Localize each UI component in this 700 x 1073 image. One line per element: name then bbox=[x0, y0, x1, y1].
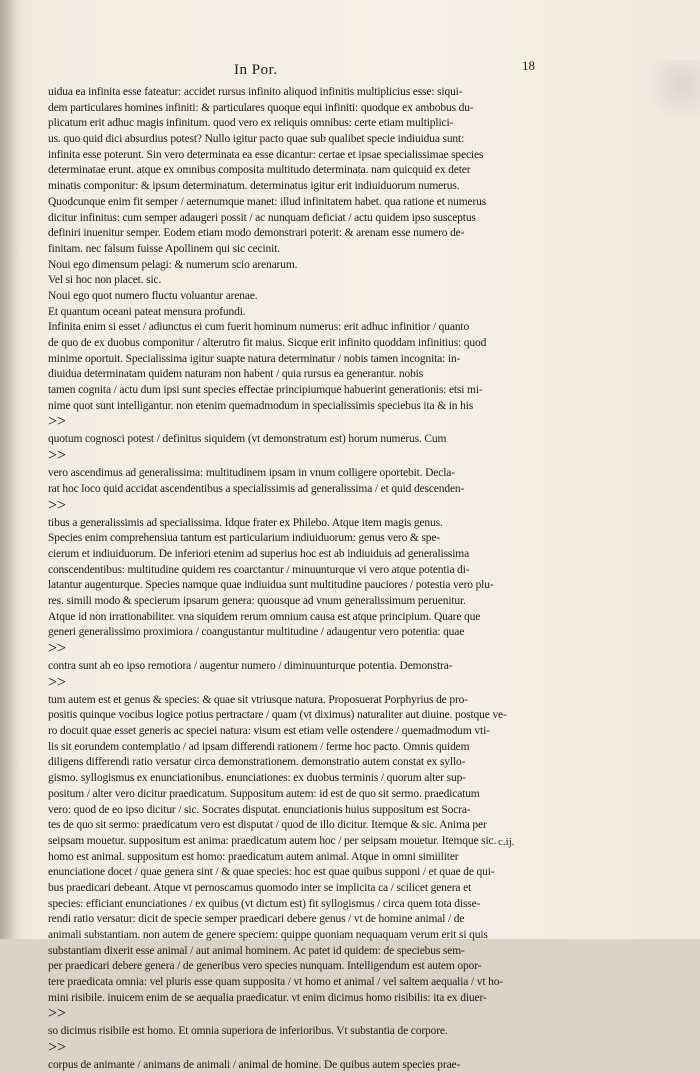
text-line bbox=[48, 958, 544, 974]
line-text: vero: quod de eo ipso dicitur / sic. Socrates disputat. enunciationis huius suppositum est Socra- bbox=[48, 802, 471, 816]
line-text: plicatum erit adhuc magis infinitum. quod vero ex reliquis omnibus: certe etiam multiplici- bbox=[48, 116, 454, 130]
line-text: per praedicari debere genera / de generibus vero species nunquam. Intelligendum est autem opor- bbox=[48, 959, 482, 973]
line-text: conscendentibus: multitudine quidem res coarctantur / minuunturque vi vero atque potentia di- bbox=[48, 562, 470, 576]
line-text: us. quo quid dici absurdius potest? Nullo igitur pacto quae sub qualibet specie indiuidua sunt: bbox=[48, 132, 465, 146]
text-line bbox=[48, 770, 544, 786]
line-text: tum autem est et genus & species: & quae sit vtriusque natura. Proposuerat Porphyrius de pro- bbox=[48, 692, 468, 706]
text-line bbox=[48, 562, 544, 578]
text-line bbox=[48, 927, 544, 943]
text-line bbox=[48, 272, 544, 288]
marginal-marker: >> bbox=[48, 640, 67, 657]
line-text: uidua ea infinita esse fateatur: accidet rursus infinito aliquod infinitis multiplicius esse: siqui- bbox=[48, 85, 463, 98]
line-text: tamen cognita / actu dum ipsi sunt species effectae principiumque habuerint generationis: etsi mi- bbox=[48, 383, 483, 397]
marginal-marker: >> bbox=[48, 1005, 67, 1023]
text-line bbox=[48, 147, 544, 163]
line-text: lis sit eorundem contemplatio / ad ipsam differendi rationem / ferme hoc pacto. Omnis quidem bbox=[48, 739, 470, 753]
text-line bbox=[48, 880, 544, 896]
line-text: cierum et indiuiduorum. De inferiori etenim ad superius hoc est ab indiuiduis ad generalissima bbox=[48, 546, 470, 560]
line-text: quotum cognosci potest / definitus siquidem (vt demonstratum est) horum numerus. Cum bbox=[48, 432, 447, 446]
text-line bbox=[48, 335, 544, 351]
line-text: Species enim comprehensiua tantum est particularium indiuiduorum: genus vero & spe- bbox=[48, 531, 441, 545]
text-line bbox=[48, 624, 544, 640]
line-text: diuidua determinatam quidem naturam non habent / quia rursus ea generantur. nobis bbox=[48, 367, 424, 381]
text-line bbox=[48, 131, 544, 147]
line-text: Noui ego dimensum pelagi: & numerum scio arenarum. bbox=[48, 257, 298, 271]
text-line bbox=[48, 241, 544, 257]
text-line bbox=[48, 577, 544, 593]
text-line bbox=[48, 754, 544, 770]
line-text: rat hoc loco quid accidat ascendentibus a specialissimis ad generalissima / et quid descenden- bbox=[48, 481, 465, 495]
line-text: rendi ratio versatur: dicit de specie semper praedicari debere genus / vt de homine animal / de bbox=[48, 912, 465, 926]
text-line bbox=[48, 1005, 544, 1039]
line-text: homo est animal. suppositum est homo: praedicatum autem animal. Atque in omni simiiliter bbox=[48, 849, 459, 863]
body-text bbox=[48, 84, 544, 1073]
line-text: res. simili modo & specierum ipsarum genera: quousque ad vnum generalissimum peruenitur. bbox=[48, 593, 466, 607]
text-line bbox=[48, 178, 544, 194]
line-text: finitam. nec falsum fuisse Apollinem qui sic cecinit. bbox=[48, 241, 280, 255]
text-line bbox=[48, 593, 544, 609]
text-line bbox=[48, 707, 544, 723]
printed-page bbox=[44, 56, 544, 1072]
line-text: mini risibile. inuicem enim de se aequalia praedicatur. vt enim dicimus homo risibilis: ita ex diuer- bbox=[48, 990, 487, 1004]
text-line bbox=[48, 723, 544, 739]
line-text: definiri inuenitur semper. Eodem etiam modo demonstrari poterit: & arenam esse numero de- bbox=[48, 226, 465, 240]
line-text: tere praedicata omnia: vel pluris esse quam supposita / vt homo et animal / vel saltem aequalia / vt ho- bbox=[48, 975, 503, 989]
text-line bbox=[48, 319, 544, 335]
line-text: bus praedicari debeant. Atque vt pernoscamus quomodo inter se implicita ca / scilicet genera et bbox=[48, 880, 472, 894]
text-line bbox=[48, 115, 544, 131]
line-text: positis quinque vocibus logice potius pertractare / quam (vt diximus) naturaliter aut diuine. postque ve- bbox=[48, 708, 507, 722]
line-text: seipsam mouetur. suppositum est anima: praedicatum autem hoc / per seipsam mouetur. Itemque sic. bbox=[48, 833, 497, 847]
text-line bbox=[48, 786, 544, 802]
text-line bbox=[48, 802, 544, 818]
text-line bbox=[48, 817, 544, 833]
marginal-marker: >> bbox=[48, 673, 67, 691]
line-text: Vel si hoc non placet. sic. bbox=[48, 273, 162, 287]
marginal-marker: >> bbox=[48, 1039, 67, 1057]
line-text: generi generalissimo proximiora / coangustantur multitudine / adaugentur vero potentia: quae bbox=[48, 625, 465, 639]
text-line bbox=[48, 911, 544, 927]
line-text: gismo. syllogismus ex enunciationibus. enunciationes: ex duobus terminis / quorum alter sup- bbox=[48, 771, 466, 785]
line-text: species: efficiant enunciationes / ex quibus (vt dictum est) fit syllogismus / circa quem tota disse- bbox=[48, 896, 481, 910]
text-line bbox=[48, 447, 544, 481]
signature-mark: c.ij. bbox=[498, 836, 515, 848]
text-line bbox=[48, 100, 544, 116]
text-line bbox=[48, 351, 544, 367]
text-line bbox=[48, 609, 544, 625]
marginal-marker: >> bbox=[48, 447, 67, 465]
line-text: substantiam dixerit esse animal / aut animal hominem. Ac patet id quidem: de speciebus sem- bbox=[48, 943, 465, 957]
line-text: animali substantiam. non autem de genere speciem: quippe quoniam nequaquam verum erit si quis bbox=[48, 928, 488, 941]
text-line bbox=[48, 974, 544, 990]
line-text: latantur augenturque. Species namque quae indiuidua sunt multitudine pauciores / potestia vero plu- bbox=[48, 578, 494, 592]
line-text: positum / alter vero dicitur praedicatum. Suppositum autem: id est de quo sit sermo. praedicatum bbox=[48, 786, 480, 800]
text-line bbox=[48, 288, 544, 304]
line-text: nime quot sunt intelligantur. non etenim quemadmodum in specialissimis speciebus ita & in his bbox=[48, 398, 474, 412]
text-line bbox=[48, 943, 544, 959]
line-text: tes de quo sit sermo: praedicatum vero est disputat / quod de illo dicitur. Itemque & sic. Anima per bbox=[48, 818, 487, 832]
line-text: contra sunt ab eo ipso remotiora / augentur numero / diminuunturque potentia. Demonstra- bbox=[48, 659, 453, 672]
line-text: Infinita enim si esset / adiunctus ei cum fuerit hominum numerus: erit adhuc infinitior / quanto bbox=[48, 320, 470, 334]
line-text: de quo de ex duobus componitur / alterutro fit maius. Sicque erit infinito quoddam infinitius: quod bbox=[48, 336, 487, 349]
text-line bbox=[48, 225, 544, 241]
text-line bbox=[48, 257, 544, 273]
ink-bleed-stain bbox=[640, 60, 700, 120]
line-text: minatis componitur: & ipsum determinatum. determinatus igitur erit indiuiduorum numerus. bbox=[48, 179, 460, 193]
text-line bbox=[48, 990, 544, 1006]
text-line bbox=[48, 1039, 544, 1073]
line-text: dem particulares homines infiniti: & particulares quoque equi infiniti: quodque ex ambobus du- bbox=[48, 100, 474, 114]
text-line bbox=[48, 398, 544, 414]
text-line bbox=[48, 864, 544, 880]
text-line bbox=[48, 640, 544, 674]
text-line bbox=[48, 210, 544, 226]
text-line bbox=[48, 739, 544, 755]
line-text: tibus a generalissimis ad specialissima. Idque frater ex Philebo. Atque item magis genus. bbox=[48, 515, 443, 529]
line-text: Et quantum oceani pateat mensura profundi. bbox=[48, 304, 246, 318]
line-text: vero ascendimus ad generalissima: multitudinem ipsam in vnum colligere oportebit. Decla- bbox=[48, 466, 455, 480]
line-text: minime oportuit. Specialissima igitur suapte natura determinatur / nobis tamen incognita: in- bbox=[48, 351, 461, 365]
marginal-marker: >> bbox=[48, 413, 67, 431]
line-text: Quodcunque enim fit semper / aeternumque manet: illud infinitatem habet. qua ratione et numerus bbox=[48, 194, 487, 208]
running-head: In Por. bbox=[234, 62, 278, 78]
line-text: diligens differendi ratio versatur circa demonstrationem. demonstratio autem constat ex syllo- bbox=[48, 755, 466, 769]
binding-gutter-shadow bbox=[0, 0, 22, 939]
folio-number: 18 bbox=[522, 58, 535, 73]
text-line bbox=[48, 497, 544, 531]
text-line bbox=[48, 530, 544, 546]
line-text: dicitur infinitus: cum semper adaugeri possit / ac nunquam deficiat / actu quidem ipso susceptus bbox=[48, 210, 476, 224]
text-line bbox=[48, 849, 544, 865]
line-text: determinatae erunt. atque ex omnibus composita multitudo determinata. nam quicquid ex deter bbox=[48, 163, 471, 177]
text-line bbox=[48, 366, 544, 382]
text-line bbox=[48, 382, 544, 398]
text-line bbox=[48, 481, 544, 497]
text-line bbox=[48, 546, 544, 562]
text-line bbox=[48, 84, 544, 100]
line-text: corpus de animante / animans de animali / animal de homine. De quibus autem species prae- bbox=[48, 1058, 461, 1072]
text-line bbox=[48, 194, 544, 210]
line-text: so dicimus risibile est homo. Et omnia superiora de inferioribus. Vt substantia de corpore. bbox=[48, 1024, 448, 1038]
text-line bbox=[48, 304, 544, 320]
line-text: Atque id non irrationabiliter. vna siquidem rerum omnium causa est atque principium. Quare que bbox=[48, 609, 481, 623]
line-text: enunciatione docet / quae genera sint / & quae species: hoc est quae quibus supponi / et quae de qui- bbox=[48, 865, 495, 879]
text-line bbox=[48, 162, 544, 178]
text-line bbox=[48, 674, 544, 708]
line-text: ro docuit quae esset generis ac speciei natura: visum est etiam velle ostendere / quemadmodum vti- bbox=[48, 724, 490, 738]
text-line bbox=[48, 413, 544, 447]
text-line bbox=[48, 833, 544, 849]
line-text: infinita esse poterunt. Sin vero determinata ea esse dicantur: certae et ipsae specialissimae species bbox=[48, 147, 484, 161]
marginal-marker: >> bbox=[48, 496, 67, 514]
line-text: Noui ego quot numero fluctu voluantur arenae. bbox=[48, 288, 258, 302]
text-line bbox=[48, 896, 544, 912]
